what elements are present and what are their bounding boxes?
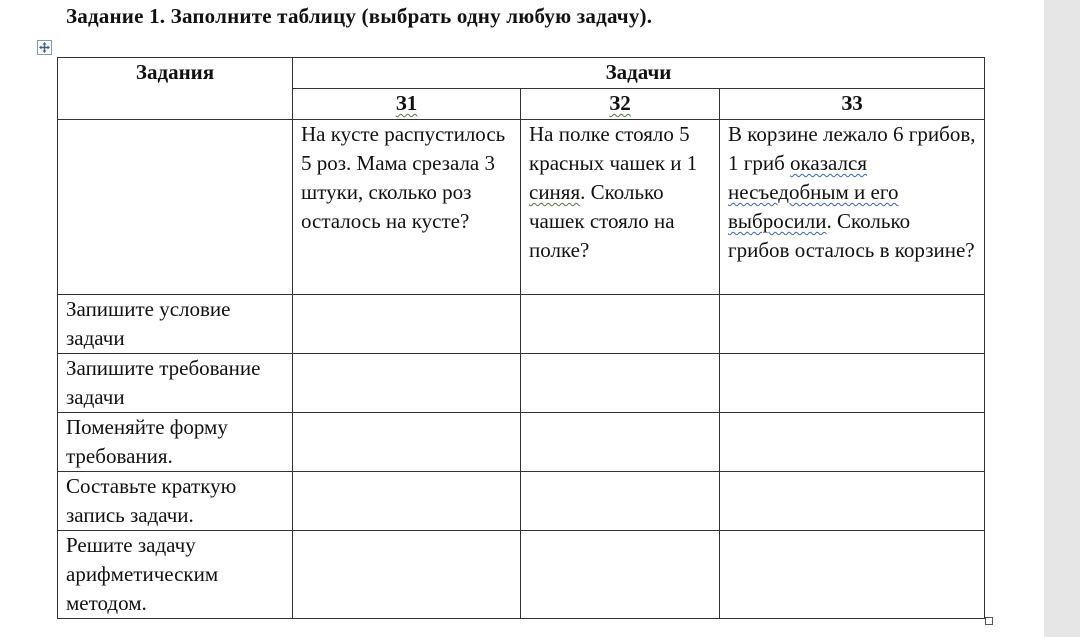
problem-2-text-b: синяя (529, 180, 581, 204)
answer-cell[interactable] (720, 354, 985, 413)
problem-3-text-b: оказался несъедобным и его выбросили (728, 151, 899, 233)
row-label-condition: Запишите условие задачи (58, 295, 293, 354)
move-arrows-icon (39, 42, 50, 53)
problem-text-1[interactable] (293, 120, 521, 295)
answer-cell[interactable] (521, 295, 720, 354)
header-tasks: Задания (58, 58, 293, 120)
answer-cell[interactable] (293, 295, 521, 354)
header-problems: Задачи (293, 58, 985, 89)
table-row (58, 413, 985, 472)
task-table (57, 57, 985, 619)
answer-cell[interactable] (720, 413, 985, 472)
problem-2-text-a: На полке стояло 5 красных чашек и 1 (529, 122, 698, 175)
problem-text-3[interactable] (720, 120, 985, 295)
problem-id-1: З1 (395, 91, 418, 115)
answer-cell[interactable] (720, 295, 985, 354)
problem-3-text-c: . Сколько грибов осталось в корзине? (728, 209, 975, 262)
answer-cell[interactable] (293, 531, 521, 619)
answer-cell[interactable] (293, 354, 521, 413)
problem-3-text-a: В корзине лежало 6 грибов, 1 гриб (728, 122, 976, 175)
window-edge (1044, 0, 1080, 637)
answer-cell[interactable] (720, 472, 985, 531)
answer-cell[interactable] (720, 531, 985, 619)
problem-text-2[interactable] (521, 120, 720, 295)
answer-cell[interactable] (521, 413, 720, 472)
answer-cell[interactable] (521, 531, 720, 619)
table-row (58, 295, 985, 354)
problem-2-text-c: . Сколько чашек стояло на полке? (529, 180, 675, 262)
table-row (58, 472, 985, 531)
answer-cell[interactable] (521, 354, 720, 413)
assignment-heading: Задание 1. Заполните таблицу (выбрать одну любую задачу). (66, 4, 653, 28)
table-row (58, 531, 985, 619)
problem-1-text: На кусте распустилось 5 роз. Мама срезала 3 штуки, сколько роз осталось на кусте? (301, 122, 506, 233)
table-resize-handle[interactable] (985, 617, 993, 625)
answer-cell[interactable] (293, 413, 521, 472)
answer-cell[interactable] (293, 472, 521, 531)
problem-id-3: З3 (841, 91, 863, 115)
header-problem-2 (521, 89, 720, 120)
header-problem-3 (720, 89, 985, 120)
row-label-change-form: Поменяйте форму требования. (58, 413, 293, 472)
header-problem-1 (293, 89, 521, 120)
row-label-short-record: Составьте краткую запись задачи. (58, 472, 293, 531)
problem-id-2: З2 (609, 91, 631, 115)
table-move-handle[interactable] (37, 40, 52, 55)
row-label-requirement: Запишите требование задачи (58, 354, 293, 413)
answer-cell[interactable] (521, 472, 720, 531)
table-row (58, 354, 985, 413)
row-label-solve: Решите задачу арифметическим методом. (58, 531, 293, 619)
empty-label-cell[interactable] (58, 120, 293, 295)
